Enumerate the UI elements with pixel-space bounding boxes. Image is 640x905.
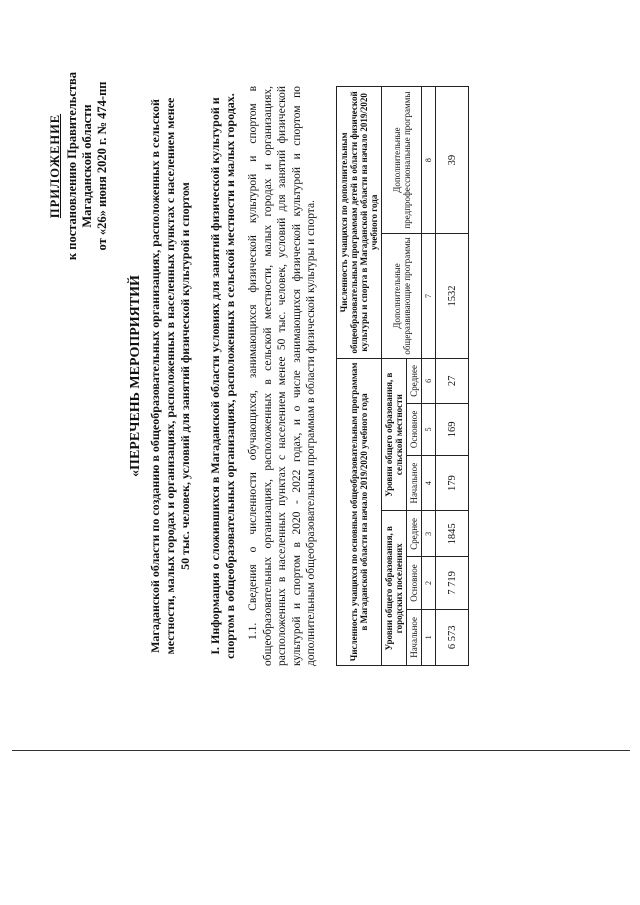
- column-number: 3: [422, 511, 436, 557]
- table-row: [436, 87, 469, 666]
- paragraph-1-1: 1.1. Сведения о численности обучающихся, занимающихся физической культурой и спортом в общеобразовательных организациях, расположенных в сельской местности, малых городах и организациях, расположенных в населенных пунктах с населением менее 50 тыс. человек, условий для занятий физической культурой и спортом в 2020 - 2022 годах, и о числе занимающихся физической культурой и спортом по дополнительным общеобразовательным программам в области физической культуры и спорта.: [247, 86, 317, 666]
- level-header: Основное: [407, 557, 422, 609]
- level-header: Основное: [407, 403, 422, 455]
- extra-header-2: Дополнительные предпрофессиональные программы: [382, 87, 422, 234]
- header-main-1: Численность учащихся по основным общеобразовательным программам в Магаданской области на начало 2019/2020 учебного года: [337, 358, 382, 665]
- column-number: 6: [422, 358, 436, 403]
- value-cell: 39: [436, 87, 469, 234]
- value-cell: 7 719: [436, 557, 469, 609]
- value-cell: 27: [436, 358, 469, 403]
- document-subtitle: Магаданской области по созданию в общеобразовательных организациях, расположенных в сельской местности, малых городах и организациях, расположенных в населенных пунктах с населением менее 50 тыс. человек, условий для занятий физической культурой и спортом: [148, 97, 192, 655]
- column-number: 5: [422, 403, 436, 455]
- level-header: Начальное: [407, 609, 422, 665]
- horizontal-divider: [12, 750, 630, 751]
- level-header: Начальное: [407, 455, 422, 511]
- document-title: «ПЕРЕЧЕНЬ МЕРОПРИЯТИЙ: [128, 275, 143, 477]
- value-cell: 1532: [436, 234, 469, 359]
- column-number: 4: [422, 455, 436, 511]
- appendix-line-1: к постановлению Правительства: [65, 71, 79, 261]
- appendix-line-3: от «26» июня 2020 г. № 474-пп: [95, 81, 109, 251]
- section-heading: I. Информация о сложившихся в Магаданской области условиях для занятий физической культурой и спортом в общеобразовательных организациях, расположенных в сельской местности и малых городах.: [208, 93, 237, 659]
- value-cell: 169: [436, 403, 469, 455]
- appendix-line-2: Магаданской области: [80, 104, 94, 228]
- column-number-row: [422, 87, 436, 666]
- group-urban: Уровни общего образования, в городских поселениях: [382, 511, 407, 666]
- column-number: 1: [422, 609, 436, 665]
- value-cell: 179: [436, 455, 469, 511]
- appendix-block: [48, 36, 110, 296]
- column-number: 7: [422, 234, 436, 359]
- students-table: [336, 86, 469, 666]
- rotated-content: [40, 26, 600, 726]
- header-main-2: Численность учащихся по дополнительным общеобразовательным программам детей в области физической культуры и спорта в Магаданской области на начало 2019/2020 учебного года: [337, 87, 382, 359]
- extra-header-1: Дополнительные общеразвивающие программы: [382, 234, 422, 359]
- level-header: Среднее: [407, 511, 422, 557]
- value-cell: 6 573: [436, 609, 469, 665]
- value-cell: 1845: [436, 511, 469, 557]
- level-header: Среднее: [407, 358, 422, 403]
- column-number: 8: [422, 87, 436, 234]
- column-number: 2: [422, 557, 436, 609]
- group-rural: Уровни общего образования, в сельской местности: [382, 358, 407, 511]
- appendix-heading: ПРИЛОЖЕНИЕ: [48, 113, 62, 219]
